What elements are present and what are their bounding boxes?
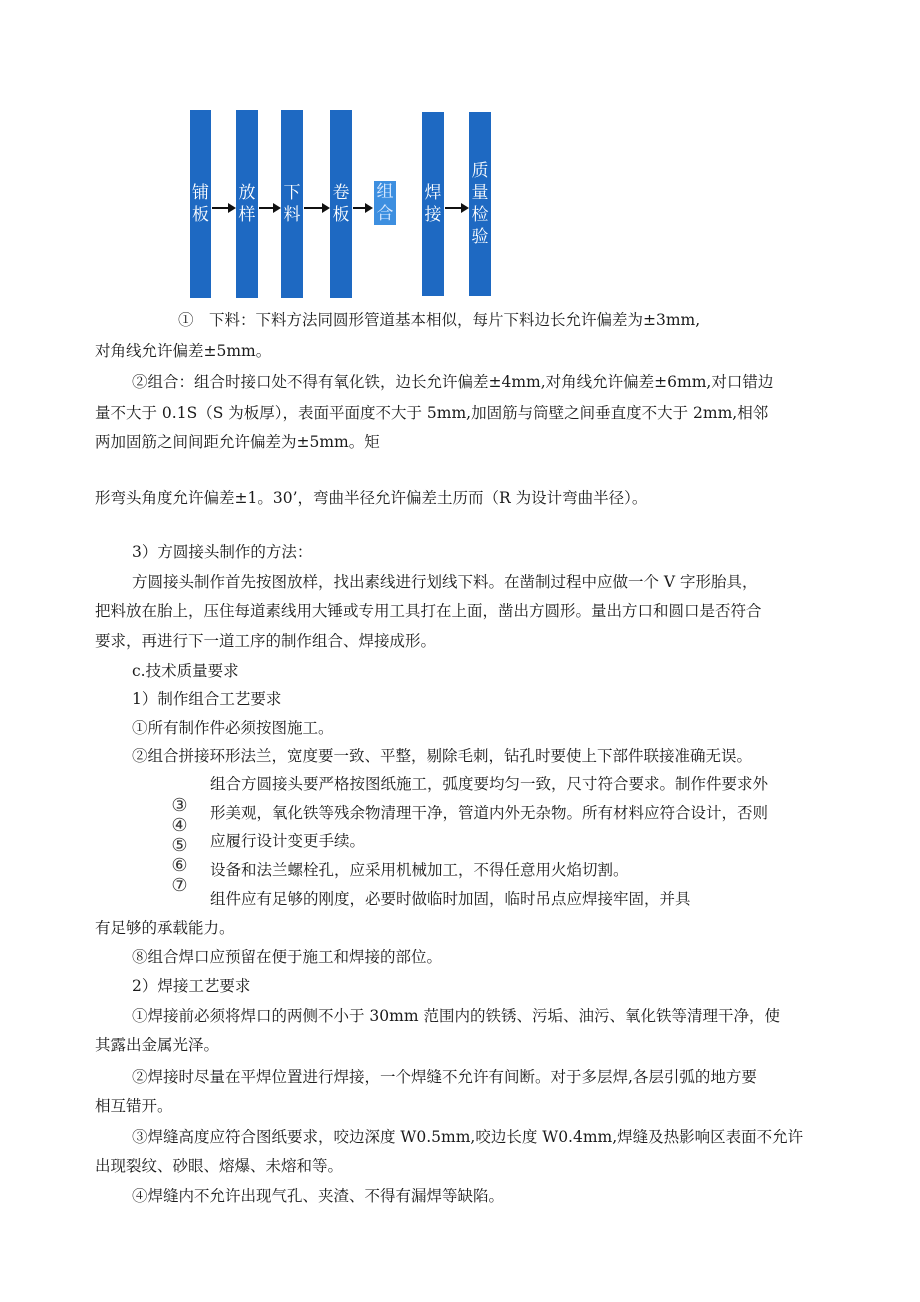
flow-arrow — [304, 207, 328, 209]
text-line: ④焊缝内不允许出现气孔、夹渣、不得有漏焊等缺陷。 — [132, 1187, 505, 1205]
text-line: 形美观，氧化铁等残余物清理干净，管道内外无杂物。所有材料应符合设计，否则 — [210, 804, 769, 822]
flow-step-4: 卷板 — [330, 110, 352, 298]
text-line: ③焊缝高度应符合图纸要求，咬边深度 W0.5mm,咬边长度 W0.4mm,焊缝及热影响区表面不允许 — [132, 1128, 804, 1146]
text-line: 设备和法兰螺栓孔，应采用机械加工，不得任意用火焰切割。 — [210, 861, 629, 879]
text-line: 要求，再进行下一道工序的制作组合、焊接成形。 — [95, 632, 437, 650]
text-line: 方圆接头制作首先按图放样，找出素线进行划线下料。在凿制过程中应做一个 V 字形胎具， — [132, 573, 758, 591]
text-line: ①焊接前必须将焊口的两侧不小于 30mm 范围内的铁锈、污垢、油污、氧化铁等清理干净，使 — [132, 1007, 780, 1025]
flow-step-5: 组合 — [374, 181, 396, 225]
text-line: 相互错开。 — [95, 1097, 173, 1115]
section-heading: 1）制作组合工艺要求 — [132, 690, 282, 708]
flow-arrow — [212, 207, 234, 209]
text-line: 两加固筋之间间距允许偏差为±5mm。矩 — [95, 433, 380, 451]
text-line: 形弯头角度允许偏差±1。30’，弯曲半径允许偏差土历而（R 为设计弯曲半径）。 — [95, 489, 648, 507]
flow-arrow — [445, 207, 467, 209]
flow-step-3: 下料 — [281, 110, 303, 298]
flow-arrow — [259, 207, 279, 209]
process-flowchart — [0, 0, 920, 310]
text-line: 组合方圆接头要严格按图纸施工，弧度要均匀一致，尺寸符合要求。制作件要求外 — [210, 775, 769, 793]
section-heading: 3）方圆接头制作的方法： — [132, 543, 313, 561]
text-line: 组件应有足够的刚度，必要时做临时加固，临时吊点应焊接牢固，并具 — [210, 890, 691, 908]
text-line: ②组合拼接环形法兰，宽度要一致、平整，剔除毛刺，钻孔时要使上下部件联接准确无误。 — [132, 747, 753, 765]
flow-step-2: 放样 — [236, 110, 258, 298]
text-line: ①所有制作件必须按图施工。 — [132, 719, 334, 737]
vertical-item-numbers: ③④⑤⑥⑦ — [169, 795, 190, 895]
flow-step-1: 铺板 — [190, 110, 211, 298]
text-line: 应履行设计变更手续。 — [210, 832, 366, 850]
text-line: ②焊接时尽量在平焊位置进行焊接，一个焊缝不允许有间断。对于多层焊,各层引弧的地方要 — [132, 1068, 757, 1086]
section-heading: 2）焊接工艺要求 — [132, 977, 251, 995]
flow-step-7: 质量检验 — [469, 112, 491, 296]
text-line: ⑧组合焊口应预留在便于施工和焊接的部位。 — [132, 948, 443, 966]
text-line: ① 下料：下料方法同圆形管道基本相似，每片下料边长允许偏差为±3mm, — [178, 311, 701, 329]
text-line: ②组合：组合时接口处不得有氧化铁，边长允许偏差±4mm,对角线允许偏差±6mm,对口错边 — [132, 373, 774, 391]
text-line: 其露出金属光泽。 — [95, 1036, 220, 1054]
flow-step-6: 焊接 — [422, 112, 444, 296]
text-line: 把料放在胎上，压住每道素线用大锤或专用工具打在上面，凿出方圆形。量出方口和圆口是否符合 — [95, 602, 762, 620]
text-line: 有足够的承载能力。 — [95, 919, 235, 937]
text-line: 对角线允许偏差±5mm。 — [95, 342, 272, 360]
section-heading: c.技术质量要求 — [132, 662, 239, 680]
text-line: 量不大于 0.1S（S 为板厚），表面平面度不大于 5mm,加固筋与筒壁之间垂直度不大于 2mm,相邻 — [95, 404, 769, 422]
flow-arrow — [353, 207, 371, 209]
text-line: 出现裂纹、砂眼、熔爆、未熔和等。 — [95, 1157, 344, 1175]
